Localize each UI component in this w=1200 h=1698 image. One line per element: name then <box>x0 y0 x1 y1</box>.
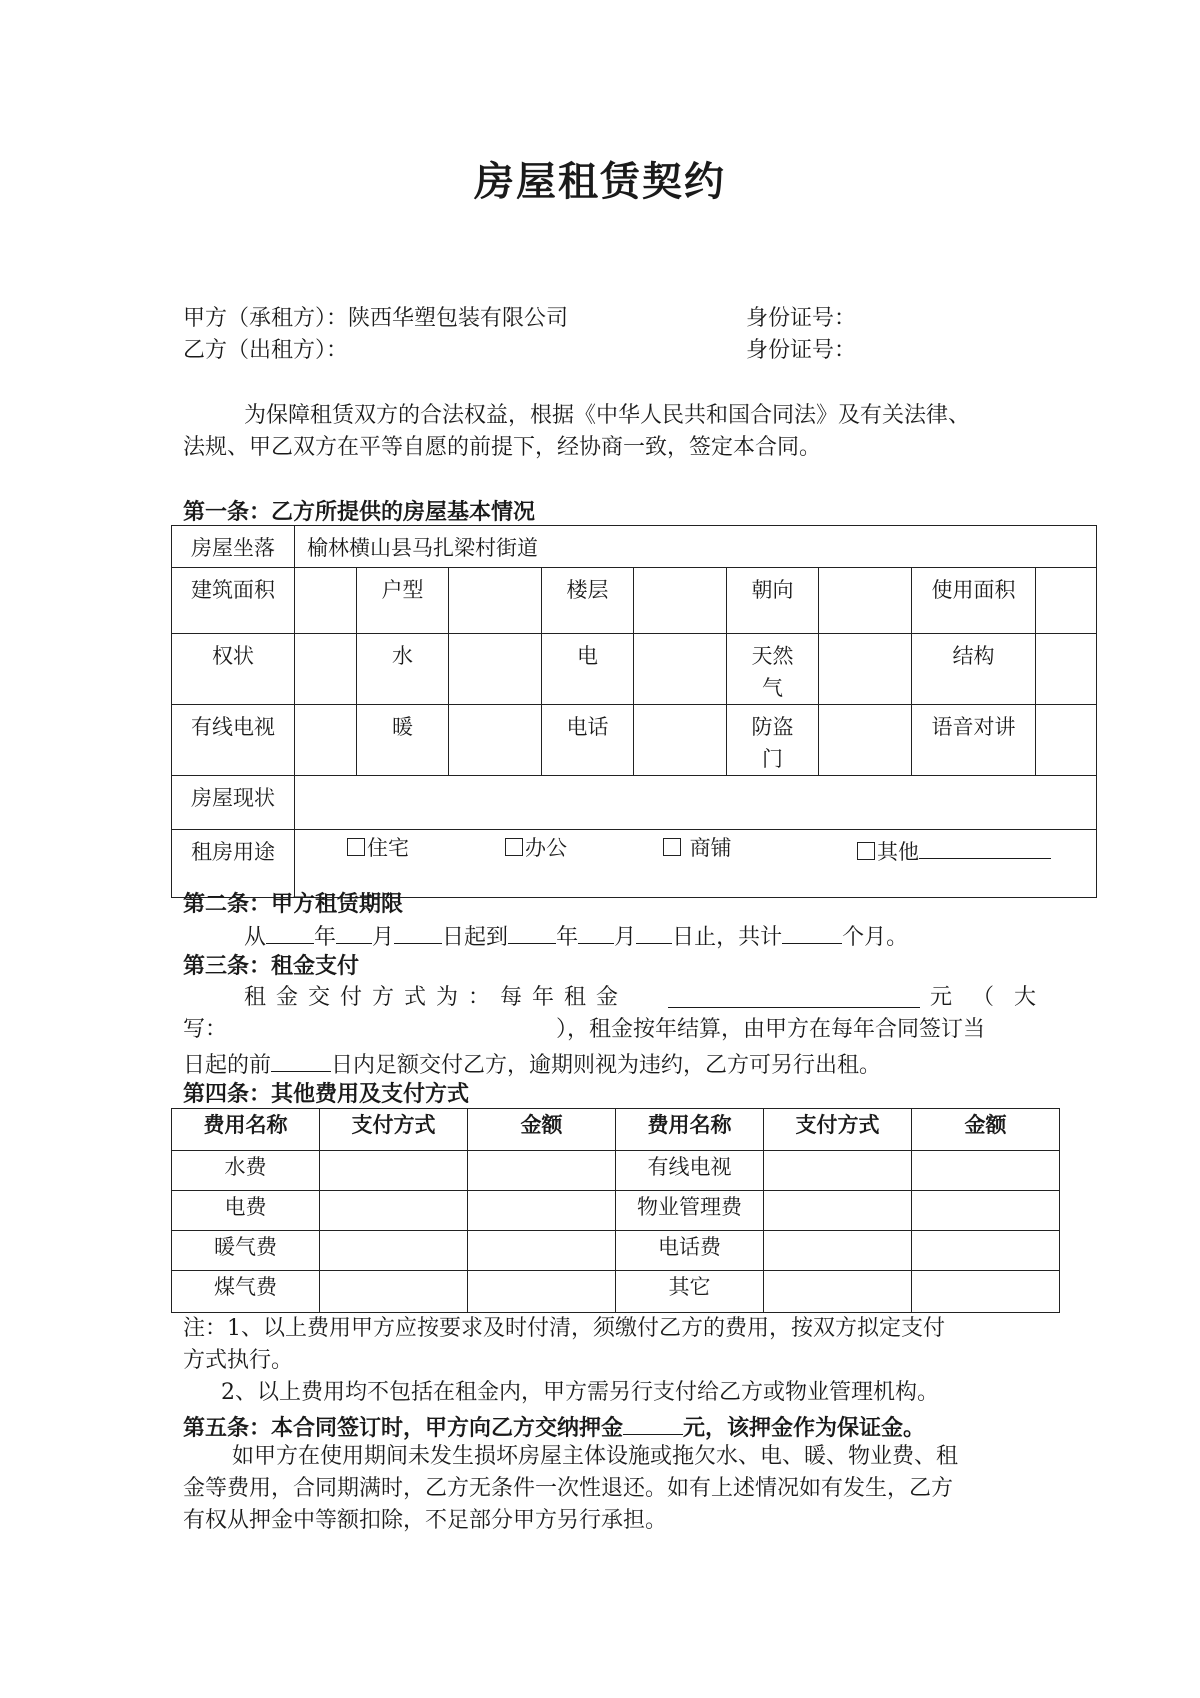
condition-label: 房屋现状 <box>172 776 295 830</box>
fee-method-cell <box>320 1191 468 1231</box>
heating-value <box>449 705 542 776</box>
preamble-line-2: 法规、甲乙双方在平等自愿的前提下，经协商一致，签定本合同。 <box>183 435 822 460</box>
natural-gas-value <box>819 634 912 705</box>
start-day-blank[interactable] <box>394 923 442 944</box>
party-a-line: 甲方（承租方）：陕西华塑包装有限公司 <box>183 306 569 331</box>
annual-rent-blank[interactable] <box>668 987 920 1008</box>
fees-note-1: 注：1、以上费用甲方应按要求及时付清，须缴付乙方的费用，按双方拟定支付 <box>183 1316 945 1341</box>
floor-label: 楼层 <box>542 568 634 634</box>
fee-method-cell <box>764 1191 912 1231</box>
fee-method-cell <box>764 1151 912 1191</box>
fee-amount-cell <box>912 1151 1060 1191</box>
fees-note-2: 2、以上费用均不包括在租金内，甲方需另行支付给乙方或物业管理机构。 <box>221 1380 939 1405</box>
deposit-text-line-2: 金等费用，合同期满时，乙方无条件一次性退还。如有上述情况如有发生，乙方 <box>183 1476 954 1501</box>
fee-amount-cell <box>468 1191 616 1231</box>
fee-name: 水费 <box>172 1151 320 1191</box>
rent-unit-text: 元（大 <box>930 985 1057 1010</box>
party-a-id-label: 身份证号： <box>746 306 857 331</box>
option-office[interactable]: 办公 <box>505 838 567 859</box>
article-4-heading: 第四条：其他费用及支付方式 <box>183 1081 470 1107</box>
total-months-blank[interactable] <box>782 923 842 944</box>
usable-area-value <box>1036 568 1097 634</box>
end-month-blank[interactable] <box>578 923 614 944</box>
end-day-blank[interactable] <box>636 923 672 944</box>
orientation-label: 朝向 <box>727 568 819 634</box>
fee-amount-cell <box>912 1191 1060 1231</box>
intercom-value <box>1036 705 1097 776</box>
fee-name: 煤气费 <box>172 1271 320 1313</box>
rent-settlement-text: ），租金按年结算，由甲方在每年合同签订当 <box>556 1017 986 1042</box>
deposit-text-line-3: 有权从押金中等额扣除，不足部分甲方另行承担。 <box>183 1508 668 1533</box>
party-b-id-label: 身份证号： <box>746 338 857 363</box>
article-3-heading: 第三条：租金支付 <box>183 953 360 979</box>
floor-area-label: 建筑面积 <box>172 568 295 634</box>
location-label: 房屋坐落 <box>172 526 295 568</box>
condition-value <box>295 776 1097 830</box>
floor-area-value <box>295 568 357 634</box>
table-row <box>172 1271 1060 1313</box>
electricity-value <box>634 634 727 705</box>
end-year-blank[interactable] <box>508 923 556 944</box>
deposit-text-line-1: 如甲方在使用期间未发生损坏房屋主体设施或拖欠水、电、暖、物业费、租 <box>232 1444 959 1469</box>
checkbox-icon <box>347 838 365 856</box>
fee-amount-cell <box>468 1271 616 1313</box>
fee-name: 电费 <box>172 1191 320 1231</box>
fee-name: 有线电视 <box>616 1151 764 1191</box>
table-row <box>172 1151 1060 1191</box>
lease-term-line: 从 年 月 日起到 年 月 日止，共计 个月。 <box>244 925 909 950</box>
title-deed-value <box>295 634 357 705</box>
telephone-value <box>634 705 727 776</box>
cable-tv-value <box>295 705 357 776</box>
purpose-label: 租房用途 <box>172 830 295 898</box>
cable-tv-label: 有线电视 <box>172 705 295 776</box>
layout-value <box>449 568 542 634</box>
rent-words-label: 写： <box>183 1017 228 1042</box>
table-row <box>172 1231 1060 1271</box>
location-value: 榆林横山县马扎梁村街道 <box>295 526 1097 568</box>
fee-amount-cell <box>468 1231 616 1271</box>
fee-method-cell <box>320 1231 468 1271</box>
fee-name: 其它 <box>616 1271 764 1313</box>
security-door-value <box>819 705 912 776</box>
article-2-heading: 第二条：甲方租赁期限 <box>183 891 404 917</box>
fees-header-method: 支付方式 <box>320 1109 468 1151</box>
fee-name: 物业管理费 <box>616 1191 764 1231</box>
security-door-label: 防盗门 <box>727 705 819 776</box>
fees-table <box>171 1108 1060 1313</box>
preamble-line-1: 为保障租赁双方的合法权益，根据《中华人民共和国合同法》及有关法律、 <box>244 403 971 428</box>
fee-method-cell <box>320 1151 468 1191</box>
water-value <box>449 634 542 705</box>
fees-header-amount: 金额 <box>912 1109 1060 1151</box>
telephone-label: 电话 <box>542 705 634 776</box>
deposit-amount-blank[interactable] <box>623 1414 683 1435</box>
fee-method-cell <box>764 1231 912 1271</box>
option-shop[interactable]: 商铺 <box>663 838 732 859</box>
intercom-label: 语音对讲 <box>912 705 1036 776</box>
orientation-value <box>819 568 912 634</box>
checkbox-icon <box>857 842 875 860</box>
other-purpose-blank[interactable] <box>919 838 1051 859</box>
rent-payment-label: 租金交付方式为：每年租金 <box>244 985 629 1010</box>
option-residential[interactable]: 住宅 <box>347 838 409 859</box>
table-row <box>172 1191 1060 1231</box>
property-info-table <box>171 525 1097 898</box>
fee-method-cell <box>320 1271 468 1313</box>
document-title: 房屋租赁契约 <box>474 159 726 205</box>
start-year-blank[interactable] <box>266 923 314 944</box>
fees-header-amount: 金额 <box>468 1109 616 1151</box>
purpose-options <box>295 830 1097 898</box>
heating-label: 暖 <box>357 705 449 776</box>
article-5-heading: 第五条：本合同签订时，甲方向乙方交纳押金 元，该押金作为保证金。 <box>183 1415 926 1441</box>
fees-header-method: 支付方式 <box>764 1109 912 1151</box>
fee-name: 电话费 <box>616 1231 764 1271</box>
deadline-days-blank[interactable] <box>271 1051 331 1072</box>
fees-header-name: 费用名称 <box>616 1109 764 1151</box>
start-month-blank[interactable] <box>336 923 372 944</box>
rent-deadline-line: 日起的前 日内足额交付乙方，逾期则视为违约，乙方可另行出租。 <box>183 1053 882 1078</box>
structure-label: 结构 <box>912 634 1036 705</box>
article-1-heading: 第一条：乙方所提供的房屋基本情况 <box>183 499 536 525</box>
electricity-label: 电 <box>542 634 634 705</box>
checkbox-icon <box>505 838 523 856</box>
water-label: 水 <box>357 634 449 705</box>
floor-value <box>634 568 727 634</box>
natural-gas-label: 天然气 <box>727 634 819 705</box>
structure-value <box>1036 634 1097 705</box>
checkbox-icon <box>663 838 681 856</box>
fee-amount-cell <box>468 1151 616 1191</box>
usable-area-label: 使用面积 <box>912 568 1036 634</box>
layout-label: 户型 <box>357 568 449 634</box>
option-other[interactable]: 其他 <box>857 838 1051 863</box>
fee-amount-cell <box>912 1271 1060 1313</box>
fee-method-cell <box>764 1271 912 1313</box>
title-deed-label: 权状 <box>172 634 295 705</box>
fee-amount-cell <box>912 1231 1060 1271</box>
fee-name: 暖气费 <box>172 1231 320 1271</box>
fees-note-1-cont: 方式执行。 <box>183 1348 294 1373</box>
fees-header-name: 费用名称 <box>172 1109 320 1151</box>
party-b-line: 乙方（出租方）： <box>183 338 349 363</box>
